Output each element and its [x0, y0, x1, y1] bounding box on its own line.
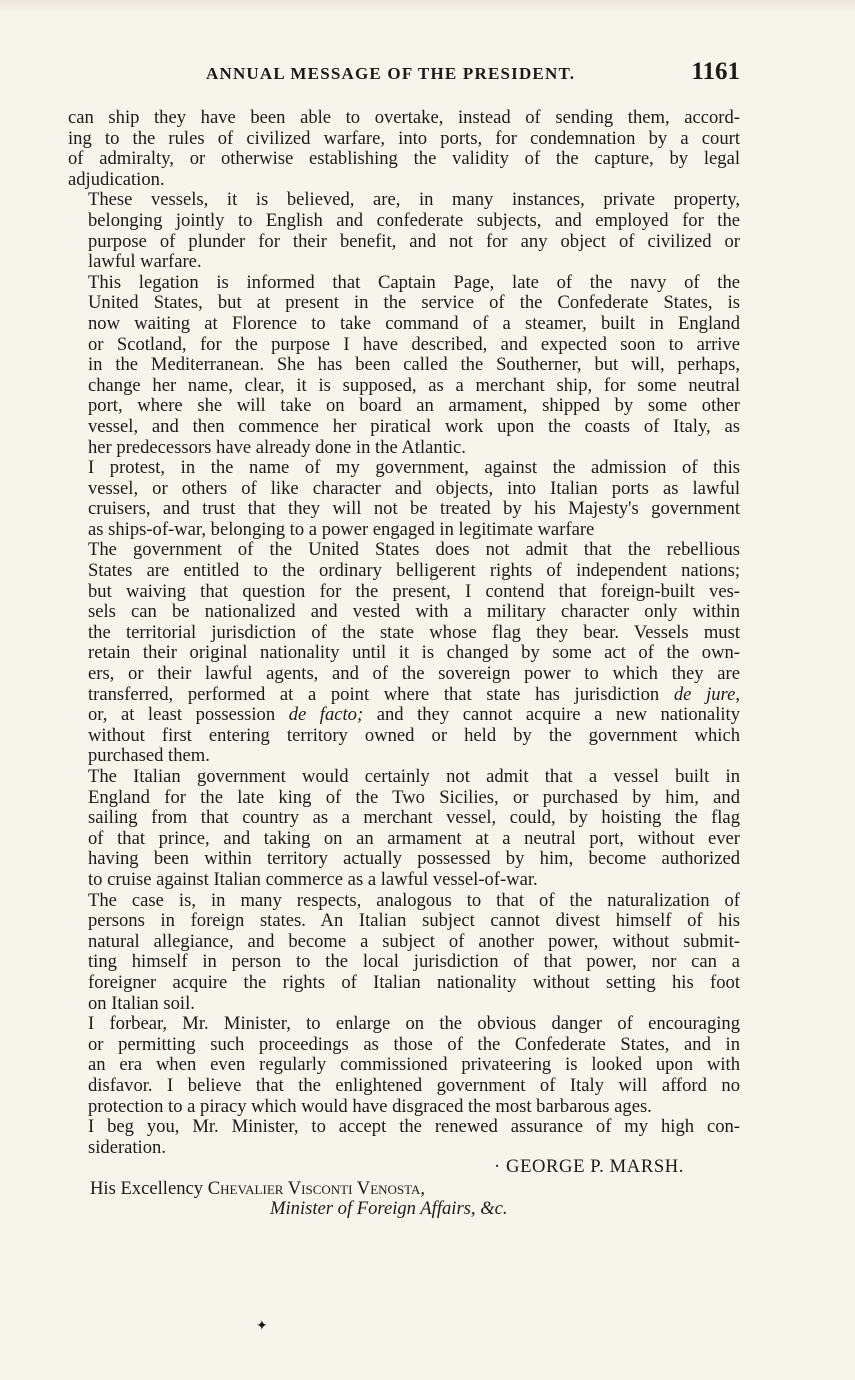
addressee-title: Minister of Foreign Affairs, &c. — [270, 1198, 508, 1219]
paragraph — [68, 1117, 740, 1158]
text-line: purpose of plunder for their benefit, and not for any object of civilized or — [88, 230, 740, 252]
text-line: the territorial jurisdiction of the state whose flag they bear. Vessels must — [88, 621, 740, 643]
text-line: an era when even regularly commissioned privateering is looked upon with — [88, 1054, 740, 1076]
text-line: States are entitled to the ordinary belligerent rights of independent nations; — [88, 560, 740, 582]
text-line: sailing from that country as a merchant vessel, could, by hoisting the flag — [88, 807, 740, 829]
text-line: without first entering territory owned or held by the government which — [88, 724, 740, 746]
text-line: The Italian government would certainly not admit that a vessel built in — [88, 766, 740, 787]
text-line: belonging jointly to English and confederate subjects, and employed for the — [88, 209, 740, 231]
text-line: The case is, in many respects, analogous to that of the naturalization of — [88, 889, 740, 911]
paragraph — [68, 190, 740, 272]
scan-edge — [0, 0, 855, 12]
text-line: I protest, in the name of my government, against the admission of this — [88, 457, 740, 479]
text-line: her predecessors have already done in the Atlantic. — [88, 436, 466, 458]
text-line: as ships-of-war, belonging to a power engaged in legitimate warfare — [88, 518, 595, 540]
text-line: The government of the United States does not admit that the rebellious — [88, 539, 740, 561]
text-line: of that prince, and taking on an armament at a neutral port, without ever — [88, 827, 740, 849]
text-line: England for the late king of the Two Sicilies, or purchased by him, and — [88, 786, 740, 808]
text-line: ers, or their lawful agents, and of the sovereign power to which they are — [88, 663, 740, 685]
text-line: foreigner acquire the rights of Italian nationality without setting his foot — [88, 971, 740, 993]
addressee-line — [90, 1178, 425, 1199]
text-line: or, at least possession de facto; and they cannot acquire a new nationality — [88, 704, 740, 726]
addressee-name: Chevalier Visconti Venosta, — [207, 1178, 426, 1199]
text-line: cruisers, and trust that they will not be treated by his Majesty's government — [88, 498, 740, 520]
text-line: persons in foreign states. An Italian subject cannot divest himself of his — [88, 910, 740, 932]
text-line: lawful warfare. — [88, 251, 202, 273]
paragraph — [68, 540, 740, 767]
letter-body — [68, 108, 740, 1158]
running-title: ANNUAL MESSAGE OF THE PRESIDENT. — [206, 64, 576, 83]
paragraph — [68, 108, 740, 190]
text-line: vessel, and then commence her piratical work upon the coasts of Italy, as — [88, 415, 740, 437]
text-line: on Italian soil. — [88, 992, 195, 1014]
text-line: sideration. — [88, 1136, 166, 1158]
text-line: vessel, or others of like character and objects, into Italian ports as lawful — [88, 477, 740, 499]
text-line: retain their original nationality until it is changed by some act of the own- — [88, 642, 740, 664]
text-line: ing to the rules of civilized warfare, into ports, for condemnation by a court — [68, 127, 740, 149]
text-line: purchased them. — [88, 745, 210, 767]
text-line: transferred, performed at a point where that state has jurisdiction de jure, — [88, 683, 740, 705]
text-line: disfavor. I believe that the enlightened government of Italy will afford no — [88, 1074, 740, 1096]
text-line: or Scotland, for the purpose I have described, and expected soon to arrive — [88, 333, 740, 355]
paragraph — [68, 767, 740, 891]
text-line: now waiting at Florence to take command of a steamer, built in England — [88, 312, 740, 334]
text-line: can ship they have been able to overtake, instead of sending them, accord- — [68, 107, 740, 128]
text-line: protection to a piracy which would have disgraced the most barbarous ages. — [88, 1095, 652, 1117]
text-line: to cruise against Italian commerce as a lawful vessel-of-war. — [88, 868, 538, 890]
page-number: 1161 — [691, 58, 740, 85]
paragraph — [68, 273, 740, 458]
text-line: natural allegiance, and become a subject of another power, without submit- — [88, 930, 740, 952]
text-line: ting himself in person to the local jurisdiction of that power, nor can a — [88, 951, 740, 973]
text-line: port, where she will take on board an armament, shipped by some other — [88, 395, 740, 417]
addressee-prefix: His Excellency — [90, 1178, 208, 1199]
signature: · GEORGE P. MARSH. — [494, 1156, 685, 1177]
text-line: having been within territory actually possessed by him, become authorized — [88, 848, 740, 870]
running-head — [68, 58, 740, 88]
paragraph — [68, 458, 740, 540]
text-line: sels can be nationalized and vested with a military character only within — [88, 601, 740, 623]
text-line: I forbear, Mr. Minister, to enlarge on the obvious danger of encouraging — [88, 1013, 740, 1035]
text-line: in the Mediterranean. She has been called the Southerner, but will, perhaps, — [88, 354, 740, 376]
text-line: or permitting such proceedings as those of the Confederate States, and in — [88, 1033, 740, 1055]
paragraph — [68, 891, 740, 1015]
text-line: United States, but at present in the service of the Confederate States, is — [88, 292, 740, 314]
text-line: These vessels, it is believed, are, in many instances, private property, — [88, 189, 740, 211]
footer-ornament: ✦ — [256, 1319, 268, 1334]
text-line: but waiving that question for the present, I contend that foreign-built ves- — [88, 580, 740, 602]
text-line: change her name, clear, it is supposed, as a merchant ship, for some neutral — [88, 374, 740, 396]
paragraph — [68, 1014, 740, 1117]
text-line: This legation is informed that Captain Page, late of the navy of the — [88, 271, 740, 293]
text-line: I beg you, Mr. Minister, to accept the renewed assurance of my high con- — [88, 1116, 740, 1138]
text-line: adjudication. — [68, 168, 165, 190]
text-line: of admiralty, or otherwise establishing the validity of the capture, by legal — [68, 148, 740, 170]
